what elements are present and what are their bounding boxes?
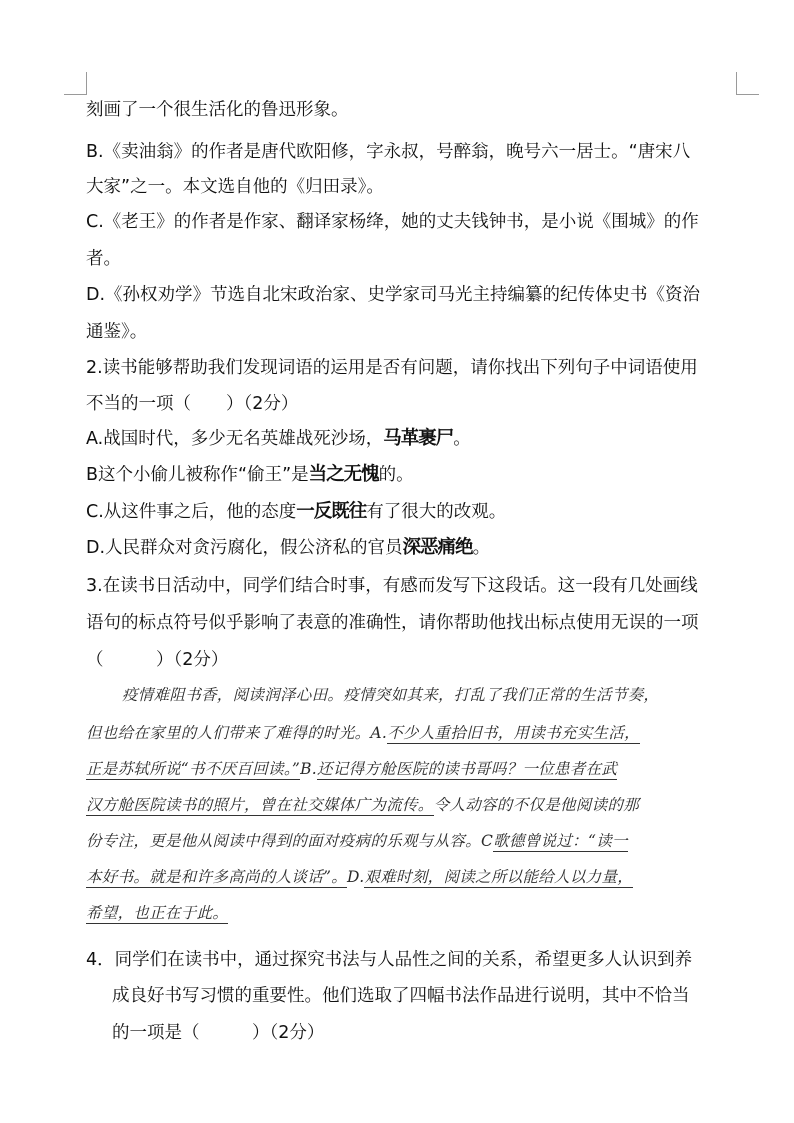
crop-mark-top-left: [64, 72, 87, 95]
question-3-stem: 语句的标点符号似乎影响了表意的准确性，请你帮助他找出标点使用无误的一项: [86, 613, 699, 633]
text-line: B.《卖油翁》的作者是唐代欧阳修，字永叔，号醉翁，晚号六一居士。“唐宋八: [86, 142, 691, 162]
passage-line: 疫情难阻书香，阅读润泽心田。疫情突如其来，打乱了我们正常的生活节奏，: [122, 686, 660, 704]
bold-term: 马革裹尸: [383, 428, 454, 449]
text-line: D.《孙权劝学》节选自北宋政治家、史学家司马光主持编纂的纪传体史书《资治: [86, 285, 701, 305]
question-3-stem: 3.在读书日活动中，同学们结合时事，有感而发写下这段话。这一段有几处画线: [86, 576, 698, 596]
passage-text: D.: [347, 868, 365, 886]
option-text: 。: [472, 538, 491, 558]
underlined-sentence-a: 不少人重拾旧书，用读书充实生活，: [387, 724, 640, 742]
bold-term: 深恶痛绝: [402, 537, 473, 558]
text-line: 刻画了一个很生活化的鲁迅形象。: [86, 100, 349, 120]
option-text: 的。: [378, 465, 414, 485]
option-text: A.战国时代，多少无名英雄战死沙场，: [86, 429, 384, 449]
option-text: 有了很大的改观。: [366, 502, 507, 522]
question-2-stem: 不当的一项（ ）（2分）: [86, 394, 299, 414]
underlined-sentence-d: 艰难时刻，阅读之所以能给人以力量，: [364, 868, 634, 886]
text-line: C.《老王》的作者是作家、翻译家杨绛，她的丈夫钱钟书，是小说《围城》的作: [86, 212, 699, 232]
option-text: C.从这件事之后，他的态度: [86, 502, 297, 522]
bold-term: 当之无愧: [308, 464, 379, 485]
passage-line: [86, 830, 628, 852]
crop-mark-top-right: [736, 72, 759, 95]
passage-text: 令人动容的不仅是他阅读的那: [433, 796, 640, 814]
question-4-stem: 成良好书写习惯的重要性。他们选取了四幅书法作品进行说明，其中不恰当: [112, 986, 690, 1006]
question-4-stem: 4．同学们在读书中，通过探究书法与人品性之间的关系，希望更多人认识到养: [86, 950, 693, 970]
option-text: D.人民群众对贪污腐化，假公济私的官员: [86, 538, 403, 558]
underlined-sentence-b: 汉方舱医院读书的照片，曾在社交媒体广为流传。: [86, 796, 434, 814]
question-3-stem: （ ）（2分）: [86, 650, 229, 670]
passage-text: 份专注，更是他从阅读中得到的面对疫病的乐观与从容。C: [86, 832, 494, 850]
option-c: [86, 500, 506, 524]
underlined-sentence-d: 希望，也正在于此。: [86, 904, 229, 922]
passage-line: [86, 902, 228, 924]
passage-text: B.: [300, 760, 318, 778]
question-4-stem: 的一项是（ ）（2分）: [112, 1023, 325, 1043]
option-text: B这个小偷儿被称作“偷王”是: [86, 465, 309, 485]
option-a: [86, 427, 471, 451]
passage-line: [86, 866, 633, 888]
underlined-sentence-a: 正是苏轼所说“书不厌百回读。”: [86, 760, 301, 778]
question-2-stem: 2.读书能够帮助我们发现词语的运用是否有问题，请你找出下列句子中词语使用: [86, 358, 698, 378]
text-line: 通鉴》。: [86, 322, 148, 342]
underlined-sentence-b: 还记得方舱医院的读书哥吗？一位患者在武: [317, 760, 618, 778]
option-text: 。: [453, 429, 471, 449]
underlined-sentence-c: 歌德曾说过：“读一: [493, 832, 628, 850]
option-b: [86, 463, 414, 487]
passage-text: 但也给在家里的人们带来了难得的时光。A.: [86, 724, 388, 742]
option-d: [86, 536, 490, 560]
text-line: 者。: [86, 249, 121, 269]
passage-line: [86, 722, 640, 744]
passage-line: [86, 794, 639, 816]
bold-term: 一反既往: [296, 501, 367, 522]
underlined-sentence-c: 本好书。就是和许多高尚的人谈话”。: [86, 868, 348, 886]
text-line: 大家”之一。本文选自他的《归田录》。: [86, 177, 384, 197]
passage-line: [86, 758, 617, 780]
